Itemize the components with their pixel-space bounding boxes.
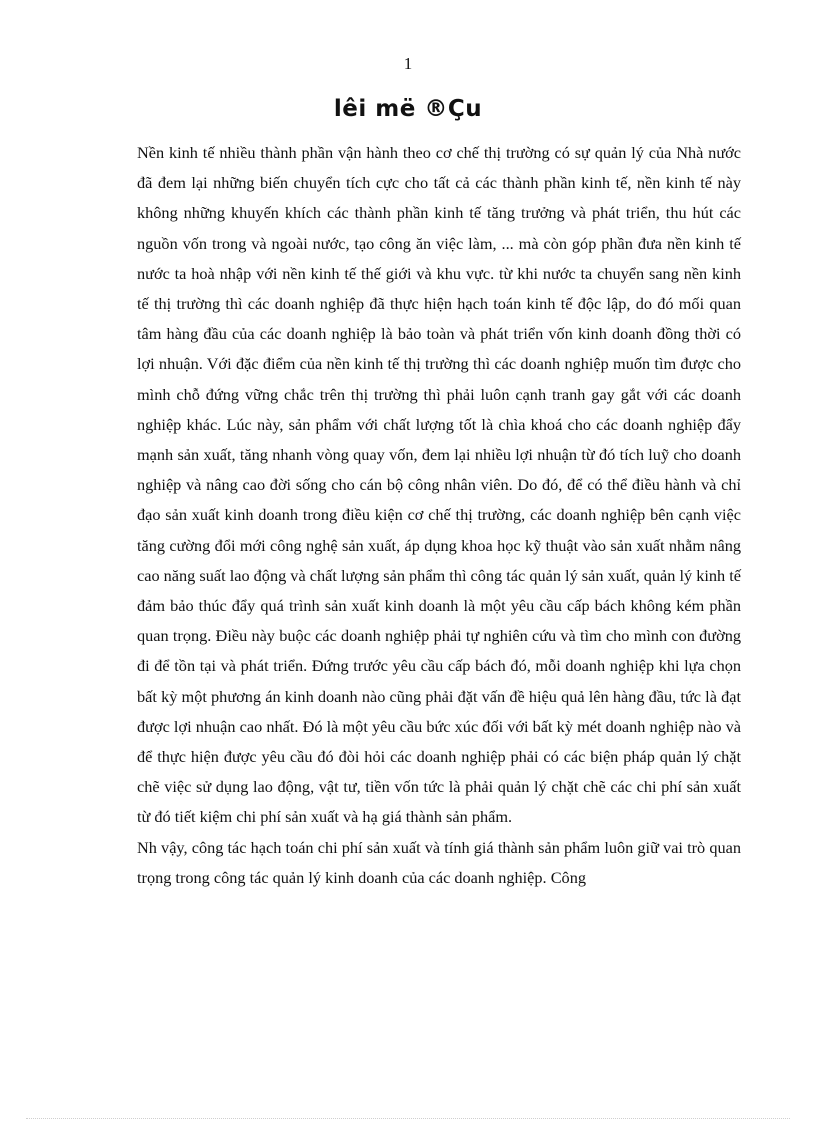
paragraph-1: Nền kinh tế nhiều thành phần vận hành theo cơ chế thị trường có sự quản lý của Nhà nước đã đem lại những biến chuyển tích cực cho tất cả các thành phần kinh tế, nền kinh tế này không những khuyến khích các thành phần kinh tế tăng trưởng và phát triển, thu hút các nguồn vốn trong và ngoài nước, tạo công ăn việc làm, ... mà còn góp phần đưa nền kinh tế nước ta hoà nhập với nền kinh tế thế giới và khu vực. từ khi nước ta chuyển sang nền kinh tế thị trường thì các doanh nghiệp đã thực hiện hạch toán kinh tế độc lập, do đó mối quan tâm hàng đầu của các doanh nghiệp là bảo toàn và phát triển vốn kinh doanh đồng thời có lợi nhuận. Với đặc điểm của nền kinh tế thị trường thì các doanh nghiệp muốn tìm được cho mình chỗ đứng vững chắc trên thị trường thì phải luôn cạnh tranh gay gắt với các doanh nghiệp khác. Lúc này, sản phẩm với chất lượng tốt là chìa khoá cho các doanh nghiệp đẩy mạnh sản xuất, tăng nhanh vòng quay vốn, đem lại nhiều lợi nhuận từ đó tích luỹ cho doanh nghiệp và nâng cao đời sống cho cán bộ công nhân viên. Do đó, để có thể điều hành và chỉ đạo sản xuất kinh doanh trong điều kiện cơ chế thị trường, các doanh nghiệp bên cạnh việc tăng cường đổi mới công nghệ sản xuất, áp dụng khoa học kỹ thuật vào sản xuất nhằm nâng cao năng suất lao động và chất lượng sản phẩm thì công tác quản lý sản xuất, quản lý kinh tế đảm bảo thúc đẩy quá trình sản xuất kinh doanh là một yêu cầu cấp bách không kém phần quan trọng. Điều này buộc các doanh nghiệp phải tự nghiên cứu và tìm cho mình con đường đi để tồn tại và phát triển. Đứng trước yêu cầu cấp bách đó, mỗi doanh nghiệp khi lựa chọn bất kỳ một phương án kinh doanh nào cũng phải đặt vấn đề hiệu quả lên hàng đầu, tức là đạt được lợi nhuận cao nhất. Đó là một yêu cầu bức xúc đối với bất kỳ mét doanh nghiệp nào và để thực hiện được yêu cầu đó đòi hỏi các doanh nghiệp phải có các biện pháp quản lý chặt chẽ việc sử dụng lao động, vật tư, tiền vốn tức là phải quản lý chặt chẽ các chi phí sản xuất từ đó tiết kiệm chi phí sản xuất và hạ giá thành sản phẩm. (137, 143, 741, 827)
body-text (137, 138, 741, 893)
page-heading: lêi më ®Çu (333, 96, 483, 122)
page-number: 1 (403, 54, 413, 73)
page-bottom-divider (26, 1118, 790, 1119)
paragraph-2: Nh vậy, công tác hạch toán chi phí sản xuất và tính giá thành sản phẩm luôn giữ vai trò quan trọng trong công tác quản lý kinh doanh của các doanh nghiệp. Công (137, 837, 741, 887)
